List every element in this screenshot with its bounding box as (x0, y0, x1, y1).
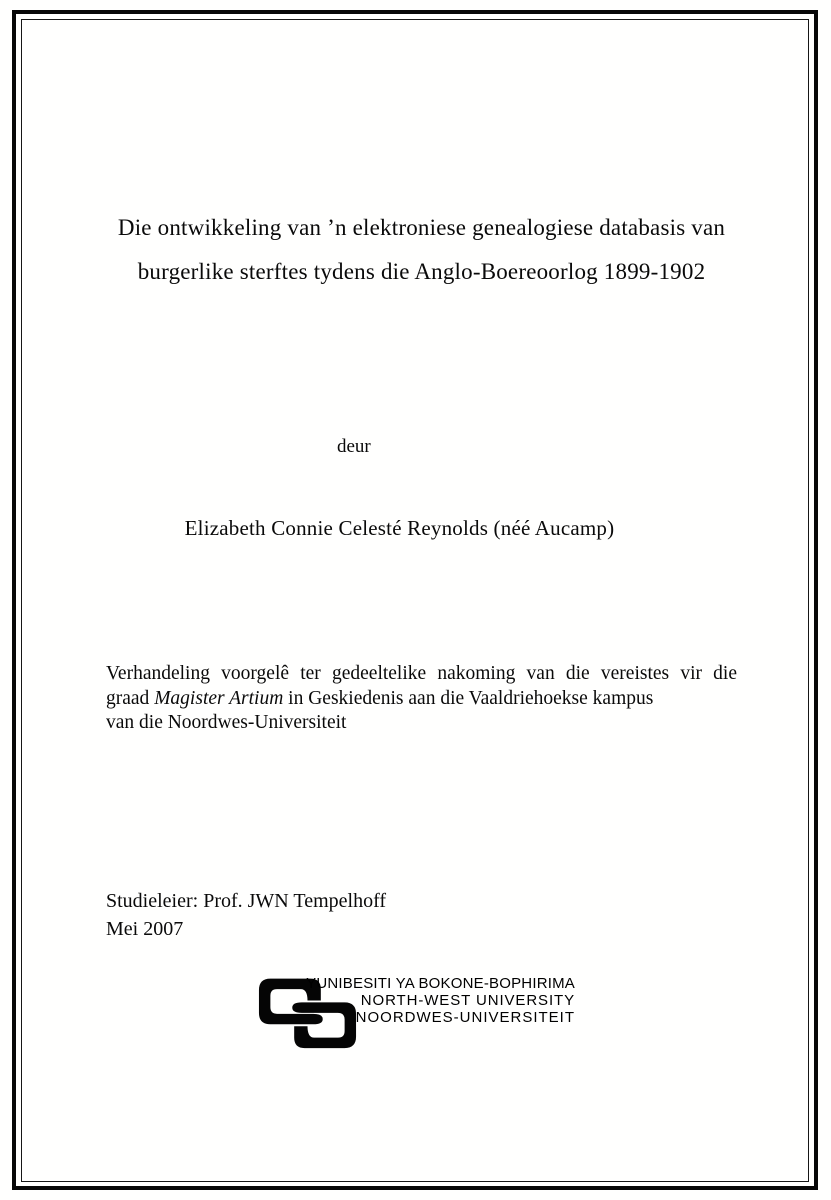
submission-line-2 (106, 687, 737, 712)
submission-line-1: Verhandeling voorgelê ter gedeeltelike nakoming van die vereistes vir die (106, 663, 737, 684)
date-line: Mei 2007 (106, 917, 184, 940)
author-name: Elizabeth Connie Celesté Reynolds (néé Aucamp) (184, 516, 615, 540)
submission-line-2-prefix: graad (106, 687, 155, 709)
thesis-title-line-2: burgerlike sterftes tydens die Anglo-Boereoorlog 1899-1902 (137, 259, 706, 284)
university-name-setswana: YUNIBESITI YA BOKONE-BOPHIRIMA (306, 975, 575, 992)
thesis-title (24, 206, 819, 294)
degree-name-italic: Magister Artium (154, 687, 284, 709)
submission-line-2-suffix: in Geskiedenis aan die Vaaldriehoekse kampus (283, 687, 654, 709)
university-name-block (306, 975, 575, 1026)
byline-label: deur (337, 436, 371, 457)
supervisor-line: Studieleier: Prof. JWN Tempelhoff (106, 890, 387, 912)
university-name-english: NORTH-WEST UNIVERSITY (360, 992, 575, 1009)
thesis-title-line-1: Die ontwikkeling van ’n elektroniese genealogiese databasis van (117, 215, 726, 240)
submission-statement (106, 662, 737, 736)
submission-line-3: van die Noordwes-Universiteit (106, 712, 347, 733)
university-name-afrikaans: NOORDWES-UNIVERSITEIT (355, 1009, 575, 1026)
supervisor-block (106, 888, 386, 943)
